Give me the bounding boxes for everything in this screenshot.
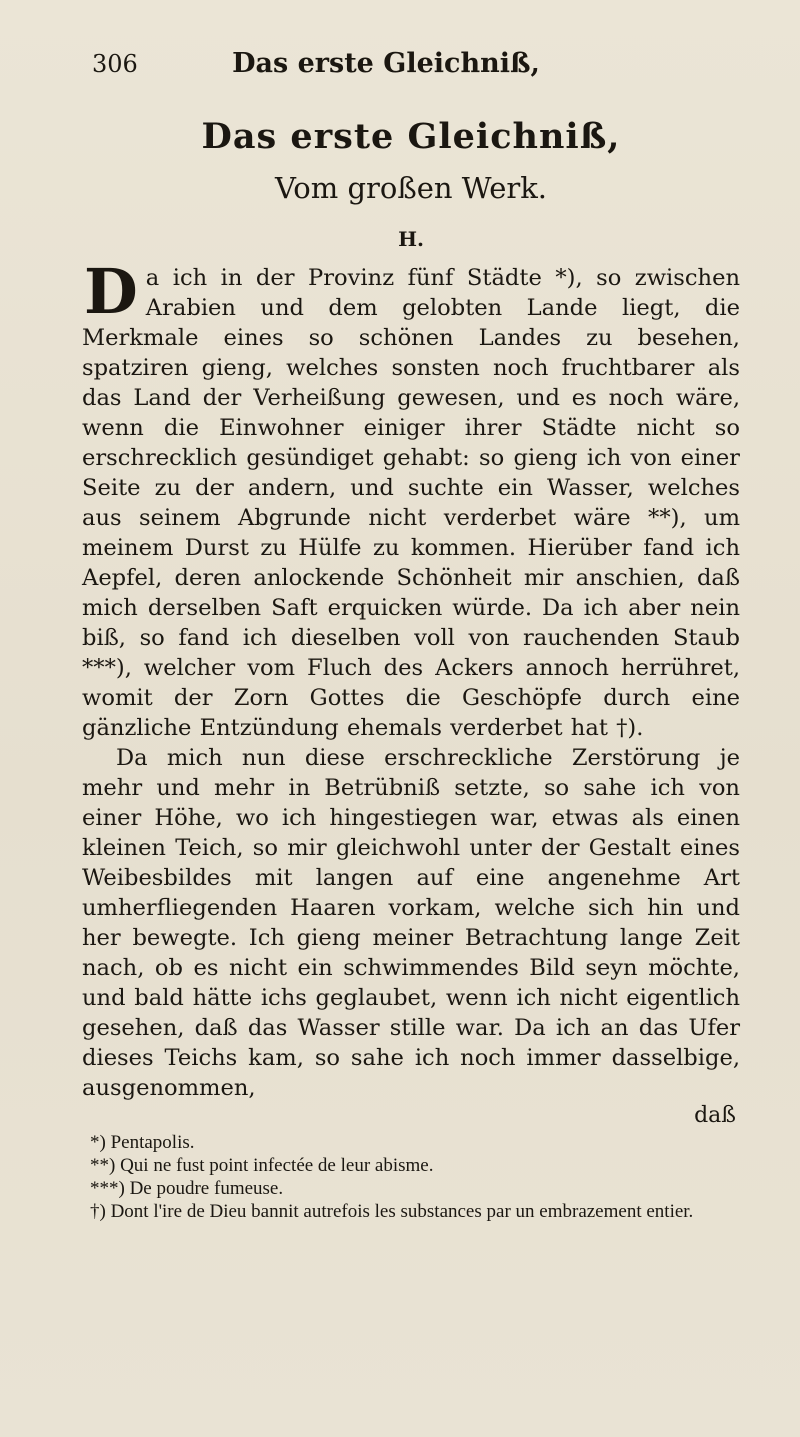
catchword: daß [694, 1103, 736, 1128]
section-subtitle: Vom großen Werk. [274, 171, 548, 205]
page-number: 306 [92, 50, 138, 78]
footnote: **) Qui ne fust point infectée de leur abisme. [90, 1155, 434, 1176]
footnote: †) Dont l'ire de Dieu bannit autrefois les substances par un embrazement entier. [90, 1201, 694, 1222]
body-text [82, 255, 740, 1129]
paragraph: Da mich nun diese erschreckliche Zerstörung je mehr und mehr in Betrübniß setzte, so sahe ich von einer Höhe, wo ich hingestiegen war, etwas als einen kleinen Teich, so mir gleichwohl unter der Gestalt eines Weibesbildes mit langen auf eine angenehme Art umherfliegenden Haaren vorkam, welche sich hin und her bewegte. Ich gieng meiner Betrachtung lange Zeit nach, ob es nicht ein schwimmendes Bild seyn möchte, und bald hätte ichs geglaubet, wenn ich nicht eigentlich gesehen, daß das Wasser stille war. Da ich an das Ufer dieses Teichs kam, so sahe ich noch immer dasselbige, ausgenommen, [82, 745, 740, 1101]
section-mark: H. [398, 227, 424, 251]
drop-initial: D [84, 255, 138, 328]
footnotes [82, 1131, 740, 1223]
running-head [82, 48, 740, 90]
footnote: ***) De poudre fumeuse. [90, 1178, 284, 1199]
footnote: *) Pentapolis. [90, 1132, 195, 1153]
section-title: Das erste Gleichniß, [201, 116, 621, 157]
paragraph-text: a ich in der Provinz fünf Städte *), so zwischen Arabien und dem gelobten Lande liegt, die Merkmale eines so schönen Landes zu besehen, spatziren gieng, welches sonsten noch fruchtbarer als das Land der Verheißung gewesen, und es noch wäre, wenn die Einwohner einiger ihrer Städte nicht so erschrecklich gesündiget gehabt: so gieng ich von einer Seite zu der andern, und suchte ein Wasser, welches aus seinem Abgrunde nicht verderbet wäre **), um meinem Durst zu Hülfe zu kommen. Hierüber fand ich Aepfel, deren anlockende Schönheit mir anschien, daß mich derselben Saft erquicken würde. Da ich aber nein biß, so fand ich dieselben voll von rauchenden Staub ***), welcher vom Fluch des Ackers annoch herrühret, womit der Zorn Gottes die Geschöpfe durch eine gänzliche Entzündung ehemals verderbet hat †). [82, 265, 740, 741]
running-title: Das erste Gleichniß, [232, 48, 540, 79]
paragraph [82, 255, 740, 743]
